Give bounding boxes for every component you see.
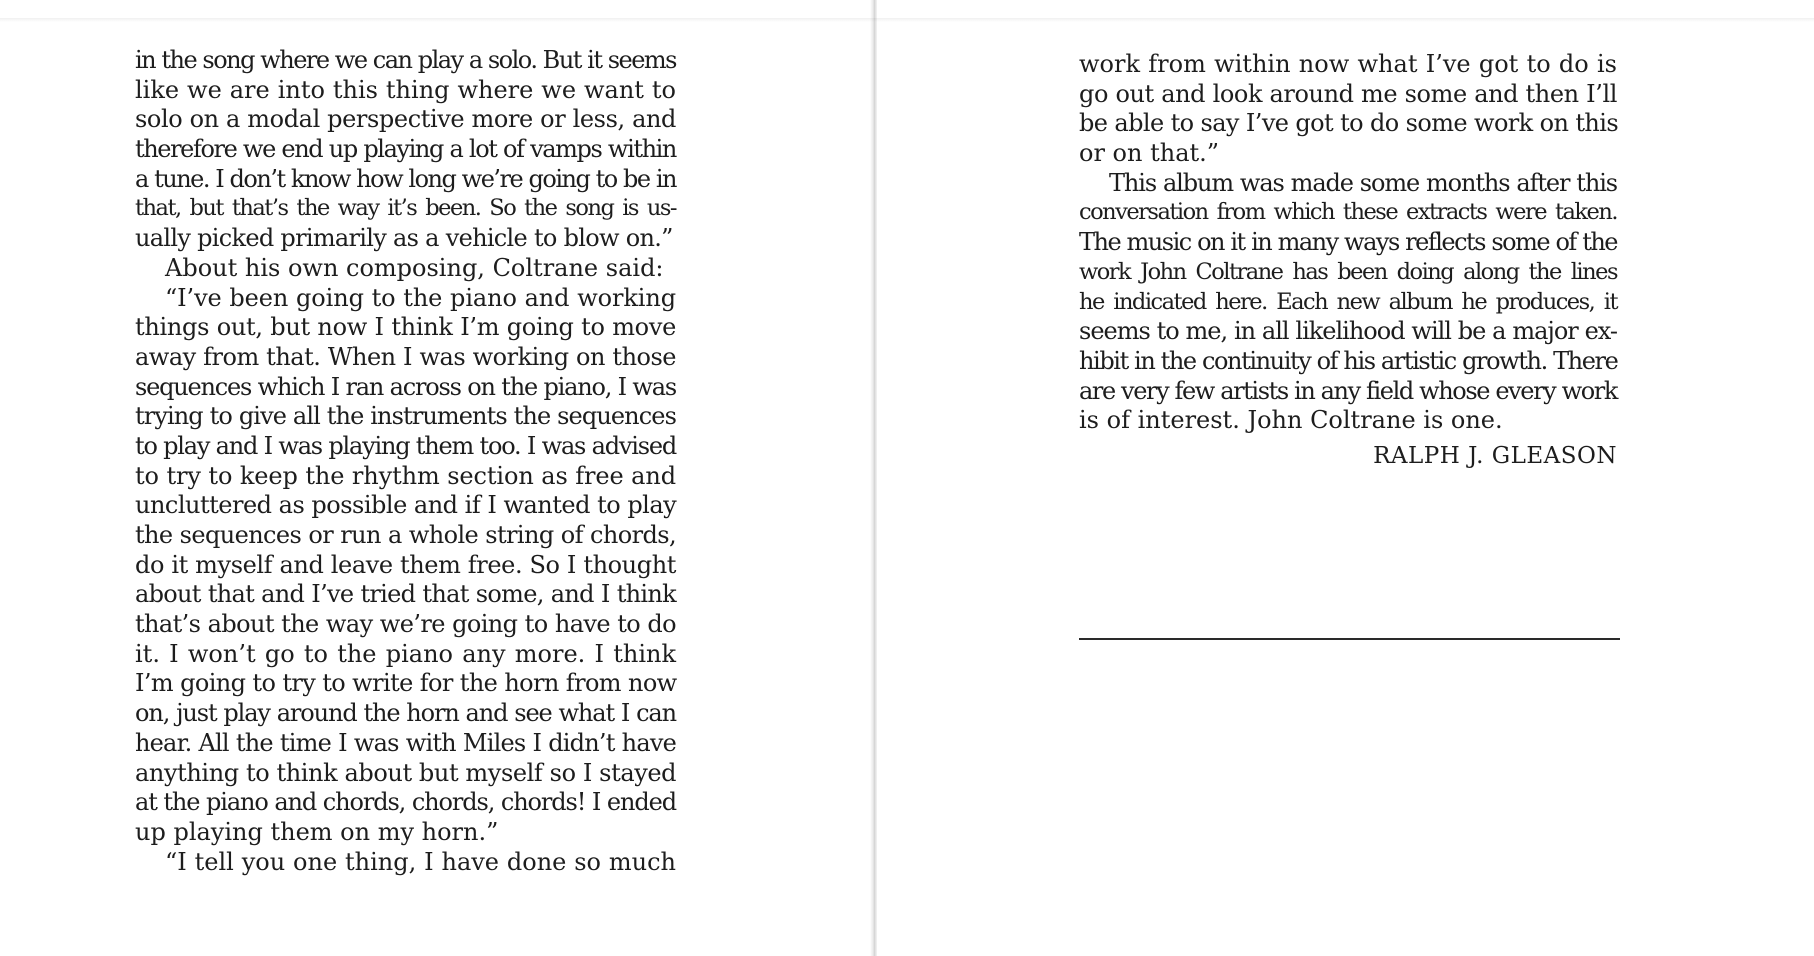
- text-line: away from that. When I was working on those: [135, 342, 676, 371]
- text-line: This album was made some months after this: [1109, 168, 1617, 197]
- text-line: seems to me, in all likelihood will be a major ex-: [1079, 317, 1617, 346]
- text-line: are very few artists in any field whose every work: [1079, 376, 1617, 405]
- text-line: About his own composing, Coltrane said:: [165, 253, 664, 282]
- text-line: “I tell you one thing, I have done so much: [165, 847, 676, 876]
- text-line: at the piano and chords, chords, chords! I ended: [135, 788, 676, 817]
- text-line: The music on it in many ways reflects some of the: [1079, 228, 1617, 257]
- text-line: ually picked primarily as a vehicle to blow on.”: [135, 224, 673, 253]
- text-line: things out, but now I think I’m going to move: [135, 313, 676, 342]
- text-line: or on that.”: [1079, 139, 1220, 168]
- text-line: is of interest. John Coltrane is one.: [1079, 406, 1503, 435]
- text-line: it. I won’t go to the piano any more. I think: [135, 639, 676, 668]
- horizontal-rule: [1079, 638, 1620, 640]
- left-page: [0, 0, 873, 956]
- text-line: up playing them on my horn.”: [135, 817, 499, 846]
- text-line: like we are into this thing where we want to: [135, 75, 676, 104]
- text-line: solo on a modal perspective more or less, and: [135, 105, 676, 134]
- text-line: do it myself and leave them free. So I thought: [135, 550, 676, 579]
- text-line: a tune. I don’t know how long we’re going to be in: [135, 164, 676, 193]
- text-line: go out and look around me some and then I’ll: [1079, 79, 1617, 108]
- text-line: to try to keep the rhythm section as free and: [135, 461, 676, 490]
- text-line: the sequences or run a whole string of chords,: [135, 521, 676, 549]
- page-top-edge: [0, 18, 1814, 22]
- text-line: that, but that’s the way it’s been. So the song is us-: [135, 195, 676, 222]
- text-line: trying to give all the instruments the sequences: [135, 402, 676, 431]
- text-line: in the song where we can play a solo. But it seems: [135, 46, 676, 74]
- right-page-text: [1079, 50, 1617, 436]
- text-line: work John Coltrane has been doing along the lines: [1079, 258, 1617, 285]
- text-line: he indicated here. Each new album he produces, it: [1079, 288, 1617, 315]
- text-line: work from within now what I’ve got to do is: [1079, 50, 1617, 78]
- text-line: hibit in the continuity of his artistic growth. There: [1079, 346, 1618, 375]
- text-line: be able to say I’ve got to do some work on this: [1079, 109, 1619, 138]
- text-line: anything to think about but myself so I stayed: [135, 758, 677, 787]
- text-line: I’m going to try to write for the horn from now: [135, 669, 677, 698]
- left-page-text: [135, 46, 676, 877]
- text-line: sequences which I ran across on the piano, I was: [135, 372, 676, 401]
- text-line: therefore we end up playing a lot of vamps within: [135, 135, 676, 164]
- author-signature: RALPH J. GLEASON: [1373, 443, 1617, 469]
- text-line: about that and I’ve tried that some, and I think: [135, 580, 676, 609]
- text-line: on, just play around the horn and see what I can: [135, 699, 676, 728]
- text-line: hear. All the time I was with Miles I didn’t have: [135, 728, 676, 757]
- text-line: “I’ve been going to the piano and working: [165, 283, 676, 312]
- text-line: to play and I was playing them too. I was advised: [135, 431, 676, 460]
- text-line: that’s about the way we’re going to have to do: [135, 610, 676, 639]
- text-line: conversation from which these extracts were taken.: [1079, 199, 1617, 226]
- text-line: uncluttered as possible and if I wanted to play: [135, 491, 677, 520]
